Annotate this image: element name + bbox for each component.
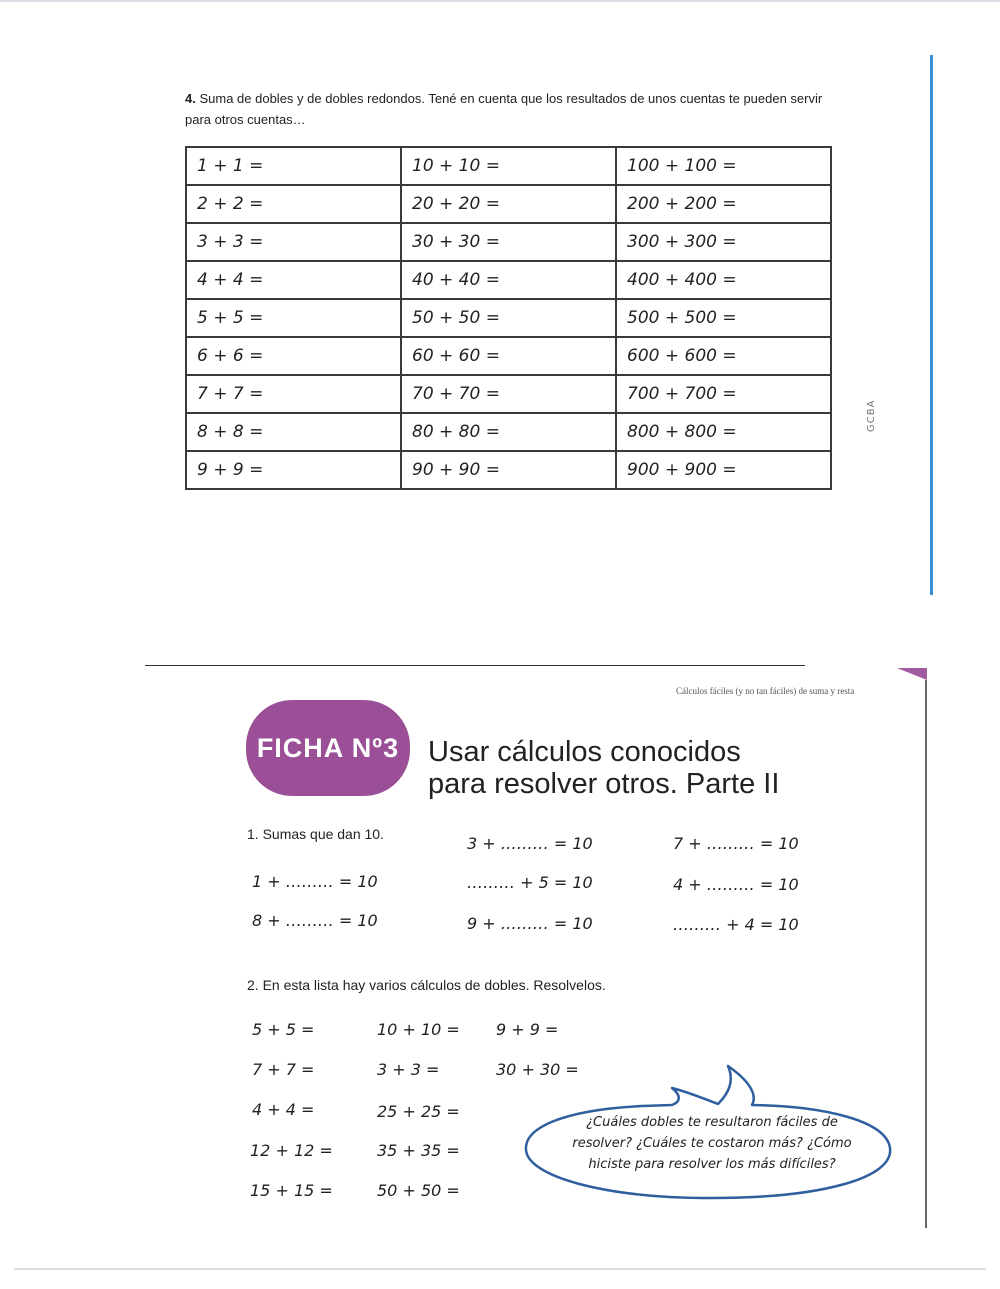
table-row — [186, 261, 831, 299]
table-cell: 10 + 10 = — [401, 147, 616, 185]
table-cell: 2 + 2 = — [186, 185, 401, 223]
page-margin-bar — [930, 55, 933, 595]
doubles-item: 12 + 12 = — [250, 1141, 333, 1160]
speech-bubble — [522, 1058, 898, 1210]
speech-bubble-text — [540, 1112, 884, 1175]
table-cell: 60 + 60 = — [401, 337, 616, 375]
page-right-edge — [925, 680, 927, 1228]
title-line-1: Usar cálculos conocidos — [428, 736, 741, 768]
table-cell: 500 + 500 = — [616, 299, 831, 337]
table-row — [186, 451, 831, 489]
table-cell: 3 + 3 = — [186, 223, 401, 261]
question-text: Suma de dobles y de dobles redondos. Tené en cuenta que los resultados de unos cuentas te pueden servir para otros cuentas… — [185, 91, 823, 127]
table-cell: 900 + 900 = — [616, 451, 831, 489]
table-cell: 200 + 200 = — [616, 185, 831, 223]
table-row — [186, 375, 831, 413]
top-border — [0, 0, 1000, 2]
doubles-item: 10 + 10 = — [377, 1020, 460, 1039]
table-cell: 40 + 40 = — [401, 261, 616, 299]
page-title — [428, 736, 779, 800]
table-cell: 600 + 600 = — [616, 337, 831, 375]
doubles-item: 9 + 9 = — [496, 1020, 559, 1039]
table-cell: 50 + 50 = — [401, 299, 616, 337]
table-row — [186, 223, 831, 261]
sum-to-ten-item: 4 + ……… = 10 — [673, 875, 799, 894]
table-cell: 6 + 6 = — [186, 337, 401, 375]
table-row — [186, 299, 831, 337]
table-row — [186, 147, 831, 185]
table-cell: 8 + 8 = — [186, 413, 401, 451]
doubles-item: 35 + 35 = — [377, 1141, 460, 1160]
table-cell: 100 + 100 = — [616, 147, 831, 185]
running-header: Cálculos fáciles (y no tan fáciles) de suma y resta — [676, 686, 855, 696]
table-cell: 5 + 5 = — [186, 299, 401, 337]
question-4-instructions — [185, 88, 825, 130]
doubles-item: 25 + 25 = — [377, 1102, 460, 1121]
doubles-item: 30 + 30 = — [496, 1060, 579, 1079]
question-2-label: 2. En esta lista hay varios cálculos de dobles. Resolvelos. — [247, 977, 606, 993]
page-separator — [145, 665, 805, 666]
sum-to-ten-item: 3 + ……… = 10 — [467, 834, 593, 853]
doubles-item: 4 + 4 = — [252, 1100, 315, 1119]
table-cell: 80 + 80 = — [401, 413, 616, 451]
table-cell: 9 + 9 = — [186, 451, 401, 489]
ficha-badge: FICHA Nº3 — [246, 700, 410, 796]
sum-to-ten-item: 9 + ……… = 10 — [467, 914, 593, 933]
table-cell: 300 + 300 = — [616, 223, 831, 261]
table-cell: 20 + 20 = — [401, 185, 616, 223]
sum-to-ten-item: 1 + ……… = 10 — [252, 872, 378, 891]
table-row — [186, 337, 831, 375]
doubles-item: 7 + 7 = — [252, 1060, 315, 1079]
doubles-item: 15 + 15 = — [250, 1181, 333, 1200]
doubles-table — [185, 146, 832, 490]
table-cell: 700 + 700 = — [616, 375, 831, 413]
doubles-item: 5 + 5 = — [252, 1020, 315, 1039]
table-cell: 800 + 800 = — [616, 413, 831, 451]
bubble-line: ¿Cuáles dobles te resultaron fáciles de — [586, 1115, 838, 1130]
doubles-item: 3 + 3 = — [377, 1060, 440, 1079]
table-cell: 1 + 1 = — [186, 147, 401, 185]
sum-to-ten-item: ……… + 5 = 10 — [467, 873, 593, 892]
table-cell: 7 + 7 = — [186, 375, 401, 413]
question-1-label: 1. Sumas que dan 10. — [247, 826, 384, 842]
sum-to-ten-item: 7 + ……… = 10 — [673, 834, 799, 853]
side-credit: GCBA — [866, 399, 877, 432]
bottom-border — [14, 1268, 986, 1270]
bubble-line: resolver? ¿Cuáles te costaron más? ¿Cómo — [572, 1136, 852, 1151]
doubles-item: 50 + 50 = — [377, 1181, 460, 1200]
table-cell: 70 + 70 = — [401, 375, 616, 413]
table-cell: 90 + 90 = — [401, 451, 616, 489]
page-corner-tab — [897, 668, 927, 680]
table-cell: 400 + 400 = — [616, 261, 831, 299]
table-row — [186, 185, 831, 223]
sum-to-ten-item: 8 + ……… = 10 — [252, 911, 378, 930]
table-cell: 4 + 4 = — [186, 261, 401, 299]
sum-to-ten-item: ……… + 4 = 10 — [673, 915, 799, 934]
bubble-line: hiciste para resolver los más difíciles? — [588, 1157, 836, 1172]
table-cell: 30 + 30 = — [401, 223, 616, 261]
table-row — [186, 413, 831, 451]
title-line-2: para resolver otros. Parte II — [428, 768, 780, 800]
question-number: 4. — [185, 91, 196, 106]
